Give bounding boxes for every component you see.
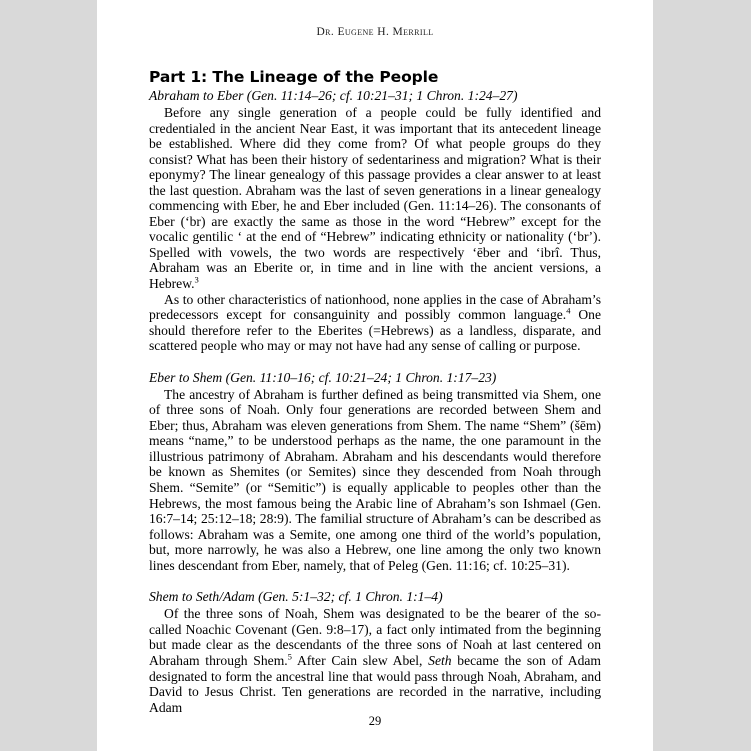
footnote-marker: 4 bbox=[566, 305, 571, 316]
paragraph-text: Before any single generation of a people could be fully identified and credentialed in the ancient Near East, it was important that its antecedent lineage be established. Where did they come from? Of what people groups do they consist? What has been their history of sedentariness and migration? What is their eponymy? The linear genealogy of this passage provides a clear answer to at least the last question. Abraham was the last of seven generations in a linear genealogy commencing with Eber, he and Eber included (Gen. 11:14–26). The consonants of Eber (ʻbr) are exactly the same as those in the word “Hebrew” except for the vocalic gentilic ʻ at the end of “Hebrew” indicating ethnicity or nationality (ʻbrʼ). Spelled with vowels, the two words are respectively ʻēber and ʻibrî. Thus, Abraham was an Eberite or, in time and in line with the ancient versions, a Hebrew. bbox=[149, 105, 601, 292]
paragraph-text-b: One should therefore refer to the Eberites (=Hebrews) as a landless, disparate, and scattered people who may or may not have had any sense of calling or purpose. bbox=[149, 307, 602, 354]
footnote-marker: 5 bbox=[287, 651, 292, 662]
page-number: 29 bbox=[368, 714, 382, 728]
paragraph-text-a: Of the three sons of Noah, Shem was designated to be the bearer of the so-called Noachic Covenant (Gen. 9:8–17), a fact only intimated from the beginning but made clear as the descendants of the three sons of Noah at last centered on Abraham through Shem. bbox=[149, 606, 601, 668]
book-page bbox=[97, 0, 653, 751]
paragraph-1-1 bbox=[149, 105, 601, 292]
section-heading-2: Eber to Shem (Gen. 11:10–16; cf. 10:21–24; 1 Chron. 1:17–23) bbox=[149, 369, 497, 385]
running-head: Dr. Eugene H. Merrill bbox=[316, 26, 434, 38]
paragraph-text-a: As to other characteristics of nationhood, none applies in the case of Abraham’s predecessors except for consanguinity and possibly common language. bbox=[149, 291, 601, 323]
footnote-marker: 3 bbox=[194, 274, 199, 285]
paragraph-1-2 bbox=[149, 292, 601, 354]
section-heading-3: Shem to Seth/Adam (Gen. 5:1–32; cf. 1 Chron. 1:1–4) bbox=[149, 589, 443, 605]
page-title: Part 1: The Lineage of the People bbox=[149, 68, 439, 86]
paragraph-3-1 bbox=[149, 606, 601, 715]
paragraph-2-1: The ancestry of Abraham is further defined as being transmitted via Shem, one of three sons of Noah. Only four generations are recorded between Shem and Eber; thus, Abraham was eleven generations from Shem. The name “Shem” (šēm) means “name,” to be understood perhaps as the name, the one paramount in the illustrious patrimony of Abraham. Abraham and his descendants would therefore be known as Shemites (or Semites) since they descended from Noah through Shem. “Semite” (or “Semitic”) is equally applicable to peoples other than the Hebrews, the most famous being the Arabic line of Abraham’s son Ishmael (Gen. 16:7–14; 25:12–18; 28:9). The familial structure of Abraham’s can be described as follows: Abraham was a Semite, one among one third of the world’s population, but, more narrowly, he was also a Hebrew, one line among the only two known lines descendant from Eber, namely, that of Peleg (Gen. 11:16; cf. 10:25–31). bbox=[149, 386, 601, 573]
paragraph-text-b: After Cain slew Abel, Seth became the son of Adam designated to form the ancestral line that would pass through Noah, Abraham, and David to Jesus Christ. Ten generations are recorded in the narrative, including Adam bbox=[149, 652, 601, 715]
section-heading-1: Abraham to Eber (Gen. 11:14–26; cf. 10:21–31; 1 Chron. 1:24–27) bbox=[149, 88, 518, 103]
